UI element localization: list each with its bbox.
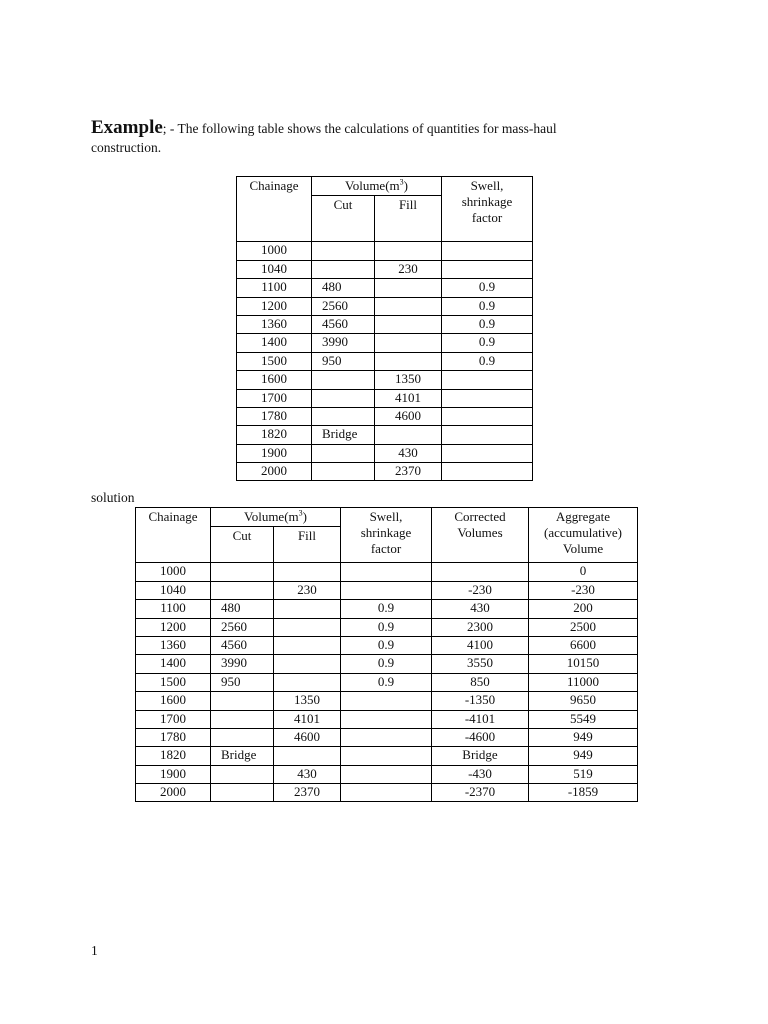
cell-cut: 480 [312, 279, 375, 297]
cell-fill [274, 655, 341, 673]
intro-text-line2: construction. [91, 140, 162, 155]
cell-fill [375, 279, 442, 297]
cell-swell-factor: 0.9 [442, 297, 533, 315]
cell-chainage: 1360 [237, 315, 312, 333]
page-number: 1 [91, 943, 98, 958]
cell-corrected-volume: -2370 [432, 784, 529, 802]
cell-cut [211, 784, 274, 802]
cell-aggregate-volume: 0 [529, 563, 638, 581]
cell-fill [375, 297, 442, 315]
cell-corrected-volume: Bridge [432, 747, 529, 765]
cell-cut: 3990 [211, 655, 274, 673]
cell-cut [312, 407, 375, 425]
intro-text-line1: ; - The following table shows the calculations of quantities for mass-haul [162, 121, 557, 136]
table-row [136, 563, 638, 581]
cell-cut: Bridge [312, 426, 375, 444]
cell-corrected-volume: -430 [432, 765, 529, 783]
cell-cut: Bridge [211, 747, 274, 765]
cell-fill [375, 426, 442, 444]
cell-chainage: 1600 [136, 692, 211, 710]
table-row [136, 581, 638, 599]
cell-cut: 950 [211, 673, 274, 691]
cell-fill: 4101 [274, 710, 341, 728]
table-row [136, 600, 638, 618]
cell-cut [312, 260, 375, 278]
header-fill: Fill [274, 527, 341, 563]
cell-fill: 230 [375, 260, 442, 278]
cell-corrected-volume: 4100 [432, 636, 529, 654]
cell-cut [312, 389, 375, 407]
table-row [136, 784, 638, 802]
cell-swell-factor: 0.9 [341, 600, 432, 618]
cell-swell-factor [442, 371, 533, 389]
solution-table [135, 507, 638, 802]
header-volume: $Volume(m^3)$ [312, 177, 442, 196]
cell-aggregate-volume: 949 [529, 728, 638, 746]
cell-cut: 2560 [312, 297, 375, 315]
solution-label: solution [91, 490, 135, 505]
cell-cut: 4560 [211, 636, 274, 654]
cell-cut: 480 [211, 600, 274, 618]
cell-fill [274, 563, 341, 581]
cell-swell-factor: 0.9 [341, 636, 432, 654]
cell-swell-factor [341, 692, 432, 710]
cell-swell-factor [341, 563, 432, 581]
table-row [136, 747, 638, 765]
cell-chainage: 1000 [237, 242, 312, 260]
cell-chainage: 1820 [136, 747, 211, 765]
cell-chainage: 1900 [136, 765, 211, 783]
table-row [136, 692, 638, 710]
cell-chainage: 1200 [237, 297, 312, 315]
cell-swell-factor [341, 710, 432, 728]
table-row [237, 242, 533, 260]
table-row [237, 463, 533, 481]
cell-chainage: 1500 [237, 352, 312, 370]
cell-corrected-volume: 3550 [432, 655, 529, 673]
table-row [136, 618, 638, 636]
table-row [136, 710, 638, 728]
quantities-table [236, 176, 533, 481]
cell-fill: 2370 [274, 784, 341, 802]
cell-aggregate-volume: 2500 [529, 618, 638, 636]
cell-swell-factor [442, 242, 533, 260]
cell-cut [211, 692, 274, 710]
cell-corrected-volume: -1350 [432, 692, 529, 710]
cell-chainage: 1100 [237, 279, 312, 297]
cell-fill [274, 636, 341, 654]
cell-cut: 950 [312, 352, 375, 370]
cell-aggregate-volume: 9650 [529, 692, 638, 710]
header-chainage: Chainage [237, 177, 312, 242]
header-swell-factor: Swell, shrinkage factor [341, 508, 432, 563]
cell-swell-factor [442, 444, 533, 462]
cell-aggregate-volume: 6600 [529, 636, 638, 654]
cell-fill: 430 [375, 444, 442, 462]
cell-aggregate-volume: 949 [529, 747, 638, 765]
cell-chainage: 1100 [136, 600, 211, 618]
example-heading: Example [91, 117, 163, 138]
cell-fill [274, 618, 341, 636]
cell-cut [211, 710, 274, 728]
header-swell-factor: Swell, shrinkage factor [442, 177, 533, 242]
header-fill: Fill [375, 196, 442, 242]
table-row [136, 636, 638, 654]
cell-aggregate-volume: 10150 [529, 655, 638, 673]
cell-cut: 2560 [211, 618, 274, 636]
cell-chainage: 1400 [237, 334, 312, 352]
cell-swell-factor: 0.9 [442, 315, 533, 333]
cell-chainage: 1200 [136, 618, 211, 636]
cell-corrected-volume: 2300 [432, 618, 529, 636]
cell-chainage: 1600 [237, 371, 312, 389]
cell-swell-factor: 0.9 [442, 279, 533, 297]
header-cut: Cut [312, 196, 375, 242]
cell-corrected-volume: -4101 [432, 710, 529, 728]
cell-fill: 430 [274, 765, 341, 783]
table-row [237, 371, 533, 389]
cell-fill [274, 600, 341, 618]
cell-chainage: 1780 [237, 407, 312, 425]
table-row [237, 444, 533, 462]
table-row [136, 728, 638, 746]
header-cut: Cut [211, 527, 274, 563]
cell-swell-factor [442, 407, 533, 425]
cell-cut: 3990 [312, 334, 375, 352]
cell-fill [274, 673, 341, 691]
cell-fill [375, 352, 442, 370]
cell-fill [274, 747, 341, 765]
cell-fill: 230 [274, 581, 341, 599]
cell-swell-factor [442, 389, 533, 407]
cell-cut [312, 371, 375, 389]
table-row [237, 315, 533, 333]
table-row [136, 673, 638, 691]
cell-fill: 4600 [375, 407, 442, 425]
cell-fill: 1350 [375, 371, 442, 389]
cell-chainage: 1000 [136, 563, 211, 581]
cell-cut [211, 563, 274, 581]
cell-swell-factor [442, 463, 533, 481]
cell-chainage: 1900 [237, 444, 312, 462]
table-row [136, 765, 638, 783]
cell-fill [375, 315, 442, 333]
header-aggregate-volume: Aggregate (accumulative) Volume [529, 508, 638, 563]
cell-corrected-volume: -230 [432, 581, 529, 599]
cell-fill: 2370 [375, 463, 442, 481]
table-row [237, 297, 533, 315]
cell-chainage: 1500 [136, 673, 211, 691]
table-row [136, 655, 638, 673]
cell-swell-factor [341, 784, 432, 802]
cell-cut [312, 444, 375, 462]
cell-corrected-volume: 850 [432, 673, 529, 691]
cell-chainage: 2000 [136, 784, 211, 802]
cell-swell-factor: 0.9 [341, 655, 432, 673]
cell-swell-factor: 0.9 [442, 334, 533, 352]
cell-swell-factor [341, 765, 432, 783]
intro-paragraph [91, 118, 691, 157]
cell-cut [211, 765, 274, 783]
cell-chainage: 1040 [237, 260, 312, 278]
cell-swell-factor [341, 581, 432, 599]
cell-aggregate-volume: 11000 [529, 673, 638, 691]
cell-fill: 1350 [274, 692, 341, 710]
cell-aggregate-volume: -230 [529, 581, 638, 599]
cell-fill [375, 334, 442, 352]
cell-fill [375, 242, 442, 260]
cell-corrected-volume [432, 563, 529, 581]
header-chainage: Chainage [136, 508, 211, 563]
cell-cut [312, 242, 375, 260]
cell-swell-factor [341, 728, 432, 746]
cell-swell-factor [442, 426, 533, 444]
table-row [237, 260, 533, 278]
cell-aggregate-volume: 5549 [529, 710, 638, 728]
cell-cut [211, 581, 274, 599]
table-row [237, 352, 533, 370]
header-volume: $Volume(m^3)$ [211, 508, 341, 527]
cell-cut [312, 463, 375, 481]
table-row [237, 407, 533, 425]
cell-chainage: 1780 [136, 728, 211, 746]
cell-chainage: 1360 [136, 636, 211, 654]
cell-corrected-volume: -4600 [432, 728, 529, 746]
table-row [237, 426, 533, 444]
cell-chainage: 1820 [237, 426, 312, 444]
table-row [237, 389, 533, 407]
cell-chainage: 1700 [136, 710, 211, 728]
cell-fill: 4101 [375, 389, 442, 407]
table-row [237, 334, 533, 352]
cell-swell-factor [442, 260, 533, 278]
cell-chainage: 1400 [136, 655, 211, 673]
table-row [237, 279, 533, 297]
cell-aggregate-volume: 200 [529, 600, 638, 618]
header-corrected-volumes: Corrected Volumes [432, 508, 529, 563]
cell-aggregate-volume: 519 [529, 765, 638, 783]
cell-aggregate-volume: -1859 [529, 784, 638, 802]
cell-chainage: 1040 [136, 581, 211, 599]
cell-cut: 4560 [312, 315, 375, 333]
cell-swell-factor: 0.9 [341, 618, 432, 636]
cell-cut [211, 728, 274, 746]
cell-fill: 4600 [274, 728, 341, 746]
cell-chainage: 1700 [237, 389, 312, 407]
cell-swell-factor: 0.9 [442, 352, 533, 370]
cell-swell-factor [341, 747, 432, 765]
cell-swell-factor: 0.9 [341, 673, 432, 691]
cell-chainage: 2000 [237, 463, 312, 481]
cell-corrected-volume: 430 [432, 600, 529, 618]
